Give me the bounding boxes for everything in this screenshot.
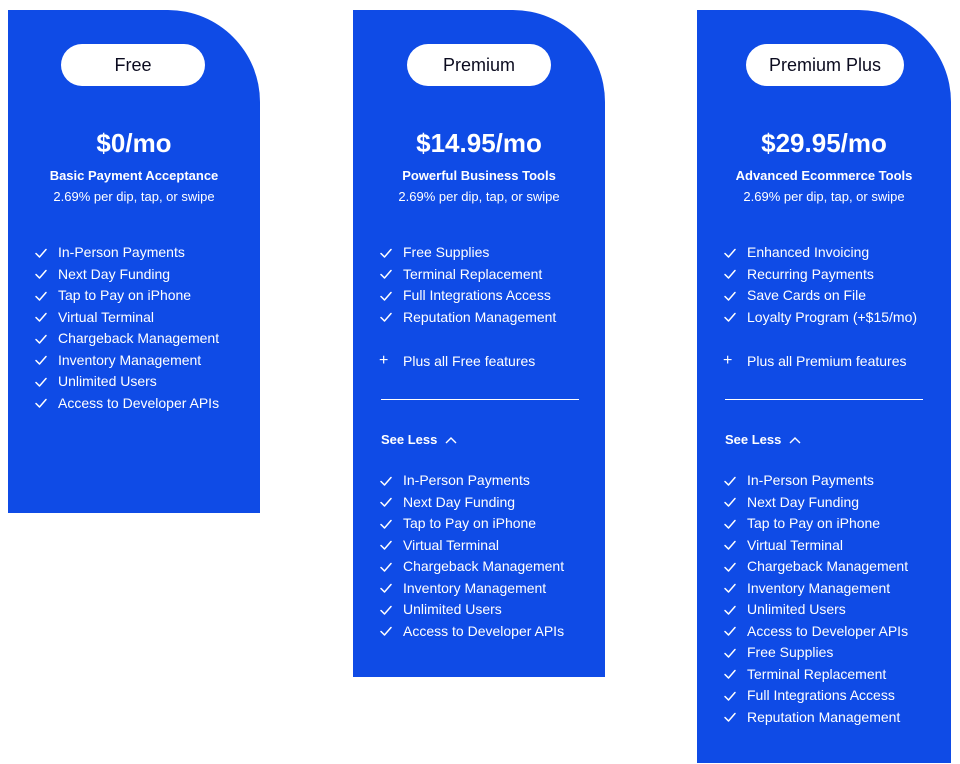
feature-label: Full Integrations Access <box>747 687 895 703</box>
feature-item <box>379 492 564 514</box>
feature-label: Recurring Payments <box>747 265 874 282</box>
feature-label: Tap to Pay on iPhone <box>747 515 881 531</box>
see-less-label: See Less <box>381 432 438 447</box>
plan-tagline: Powerful Business Tools <box>402 168 556 183</box>
feature-item <box>723 664 908 686</box>
plus-icon: + <box>379 352 389 369</box>
check-icon <box>379 560 403 574</box>
feature-label: Unlimited Users <box>58 373 157 389</box>
chevron-up-icon <box>789 436 801 444</box>
feature-item <box>723 578 908 600</box>
feature-label: Unlimited Users <box>747 601 846 617</box>
feature-item <box>379 242 556 264</box>
feature-item <box>34 393 219 415</box>
feature-label: Next Day Funding <box>58 265 171 282</box>
check-icon <box>723 495 747 509</box>
feature-label: Access to Developer APIs <box>747 622 909 639</box>
feature-label: Chargeback Management <box>403 558 565 574</box>
feature-item <box>34 328 219 350</box>
feature-label: Free Supplies <box>403 244 490 260</box>
feature-label: In-Person Payments <box>747 472 874 488</box>
plus-features-label: Plus all Free features <box>403 353 536 369</box>
feature-item <box>723 513 908 535</box>
plan-price: $0/mo <box>96 128 172 158</box>
feature-label: Terminal Replacement <box>403 265 543 282</box>
see-less-toggle[interactable] <box>725 431 801 449</box>
feature-item <box>379 535 564 557</box>
feature-label: Chargeback Management <box>58 330 220 346</box>
plan-tagline: Advanced Ecommerce Tools <box>735 168 913 183</box>
check-icon <box>34 332 58 346</box>
feature-item <box>379 599 564 621</box>
feature-label: Next Day Funding <box>747 493 860 510</box>
check-icon <box>723 667 747 681</box>
plan-tagline: Basic Payment Acceptance <box>49 168 219 183</box>
feature-item <box>379 470 564 492</box>
feature-item <box>379 578 564 600</box>
feature-item <box>723 707 908 729</box>
check-icon <box>723 267 747 281</box>
feature-label: Loyalty Program (+$15/mo) <box>747 308 918 325</box>
feature-label: Virtual Terminal <box>58 308 154 325</box>
feature-label: Unlimited Users <box>403 601 502 617</box>
check-icon <box>379 495 403 509</box>
included-feature-list <box>723 470 908 728</box>
check-icon <box>723 246 747 260</box>
feature-item <box>34 242 219 264</box>
check-icon <box>379 581 403 595</box>
feature-label: Free Supplies <box>747 644 834 660</box>
feature-label: Reputation Management <box>403 308 557 325</box>
feature-item <box>723 492 908 514</box>
feature-item <box>723 242 917 264</box>
check-icon <box>34 267 58 281</box>
check-icon <box>379 538 403 552</box>
divider <box>725 399 923 400</box>
plan-name-button[interactable]: Premium <box>407 44 551 86</box>
feature-item <box>379 285 556 307</box>
included-feature-list <box>379 470 564 642</box>
feature-item <box>379 513 564 535</box>
feature-label: Tap to Pay on iPhone <box>403 515 537 531</box>
check-icon <box>379 267 403 281</box>
see-less-toggle[interactable] <box>381 431 457 449</box>
feature-label: Virtual Terminal <box>403 536 499 553</box>
feature-label: Reputation Management <box>747 708 901 725</box>
check-icon <box>723 689 747 703</box>
check-icon <box>379 624 403 638</box>
check-icon <box>34 310 58 324</box>
feature-item <box>34 350 219 372</box>
feature-list <box>34 242 219 414</box>
plan-card-free <box>8 10 260 513</box>
check-icon <box>379 517 403 531</box>
check-icon <box>379 474 403 488</box>
check-icon <box>723 603 747 617</box>
feature-label: Tap to Pay on iPhone <box>58 287 192 303</box>
check-icon <box>723 474 747 488</box>
divider <box>381 399 579 400</box>
feature-item <box>723 685 908 707</box>
feature-label: Full Integrations Access <box>403 287 551 303</box>
plan-card-premium-plus <box>697 10 951 763</box>
check-icon <box>379 289 403 303</box>
check-icon <box>379 246 403 260</box>
plan-rate: 2.69% per dip, tap, or swipe <box>398 189 560 204</box>
feature-label: Inventory Management <box>58 351 202 368</box>
plus-features-line <box>723 350 907 372</box>
plan-price: $29.95/mo <box>761 128 887 158</box>
feature-label: Next Day Funding <box>403 493 516 510</box>
feature-label: Virtual Terminal <box>747 536 843 553</box>
feature-label: Terminal Replacement <box>747 665 887 682</box>
feature-item <box>723 621 908 643</box>
check-icon <box>723 538 747 552</box>
feature-label: Inventory Management <box>747 579 891 596</box>
feature-item <box>723 556 908 578</box>
check-icon <box>723 581 747 595</box>
check-icon <box>379 603 403 617</box>
feature-item <box>379 621 564 643</box>
feature-label: Access to Developer APIs <box>58 394 220 411</box>
check-icon <box>34 289 58 303</box>
feature-item <box>34 307 219 329</box>
feature-item <box>34 264 219 286</box>
feature-item <box>34 285 219 307</box>
check-icon <box>723 710 747 724</box>
check-icon <box>723 517 747 531</box>
plan-name-button[interactable]: Free <box>61 44 205 86</box>
plan-rate: 2.69% per dip, tap, or swipe <box>743 189 905 204</box>
feature-item <box>34 371 219 393</box>
check-icon <box>723 624 747 638</box>
feature-item <box>723 307 917 329</box>
plus-icon: + <box>723 352 733 369</box>
check-icon <box>34 246 58 260</box>
plan-price: $14.95/mo <box>416 128 542 158</box>
check-icon <box>723 646 747 660</box>
feature-item <box>379 307 556 329</box>
feature-list <box>723 242 917 328</box>
plan-rate: 2.69% per dip, tap, or swipe <box>53 189 215 204</box>
check-icon <box>34 396 58 410</box>
feature-item <box>379 556 564 578</box>
check-icon <box>723 289 747 303</box>
feature-list <box>379 242 556 328</box>
feature-item <box>379 264 556 286</box>
feature-label: In-Person Payments <box>58 244 185 260</box>
see-less-label: See Less <box>725 432 782 447</box>
check-icon <box>723 560 747 574</box>
check-icon <box>34 353 58 367</box>
feature-label: Chargeback Management <box>747 558 909 574</box>
plan-name-button[interactable]: Premium Plus <box>746 44 904 86</box>
check-icon <box>379 310 403 324</box>
feature-item <box>723 264 917 286</box>
feature-item <box>723 535 908 557</box>
feature-label: Save Cards on File <box>747 287 867 303</box>
plus-features-line <box>379 350 535 372</box>
check-icon <box>723 310 747 324</box>
feature-item <box>723 470 908 492</box>
feature-label: Access to Developer APIs <box>403 622 565 639</box>
feature-item <box>723 285 917 307</box>
chevron-up-icon <box>445 436 457 444</box>
plus-features-label: Plus all Premium features <box>747 353 907 369</box>
feature-label: Enhanced Invoicing <box>747 244 870 260</box>
feature-item <box>723 642 908 664</box>
feature-label: Inventory Management <box>403 579 547 596</box>
plan-card-premium <box>353 10 605 677</box>
feature-label: In-Person Payments <box>403 472 530 488</box>
feature-item <box>723 599 908 621</box>
check-icon <box>34 375 58 389</box>
